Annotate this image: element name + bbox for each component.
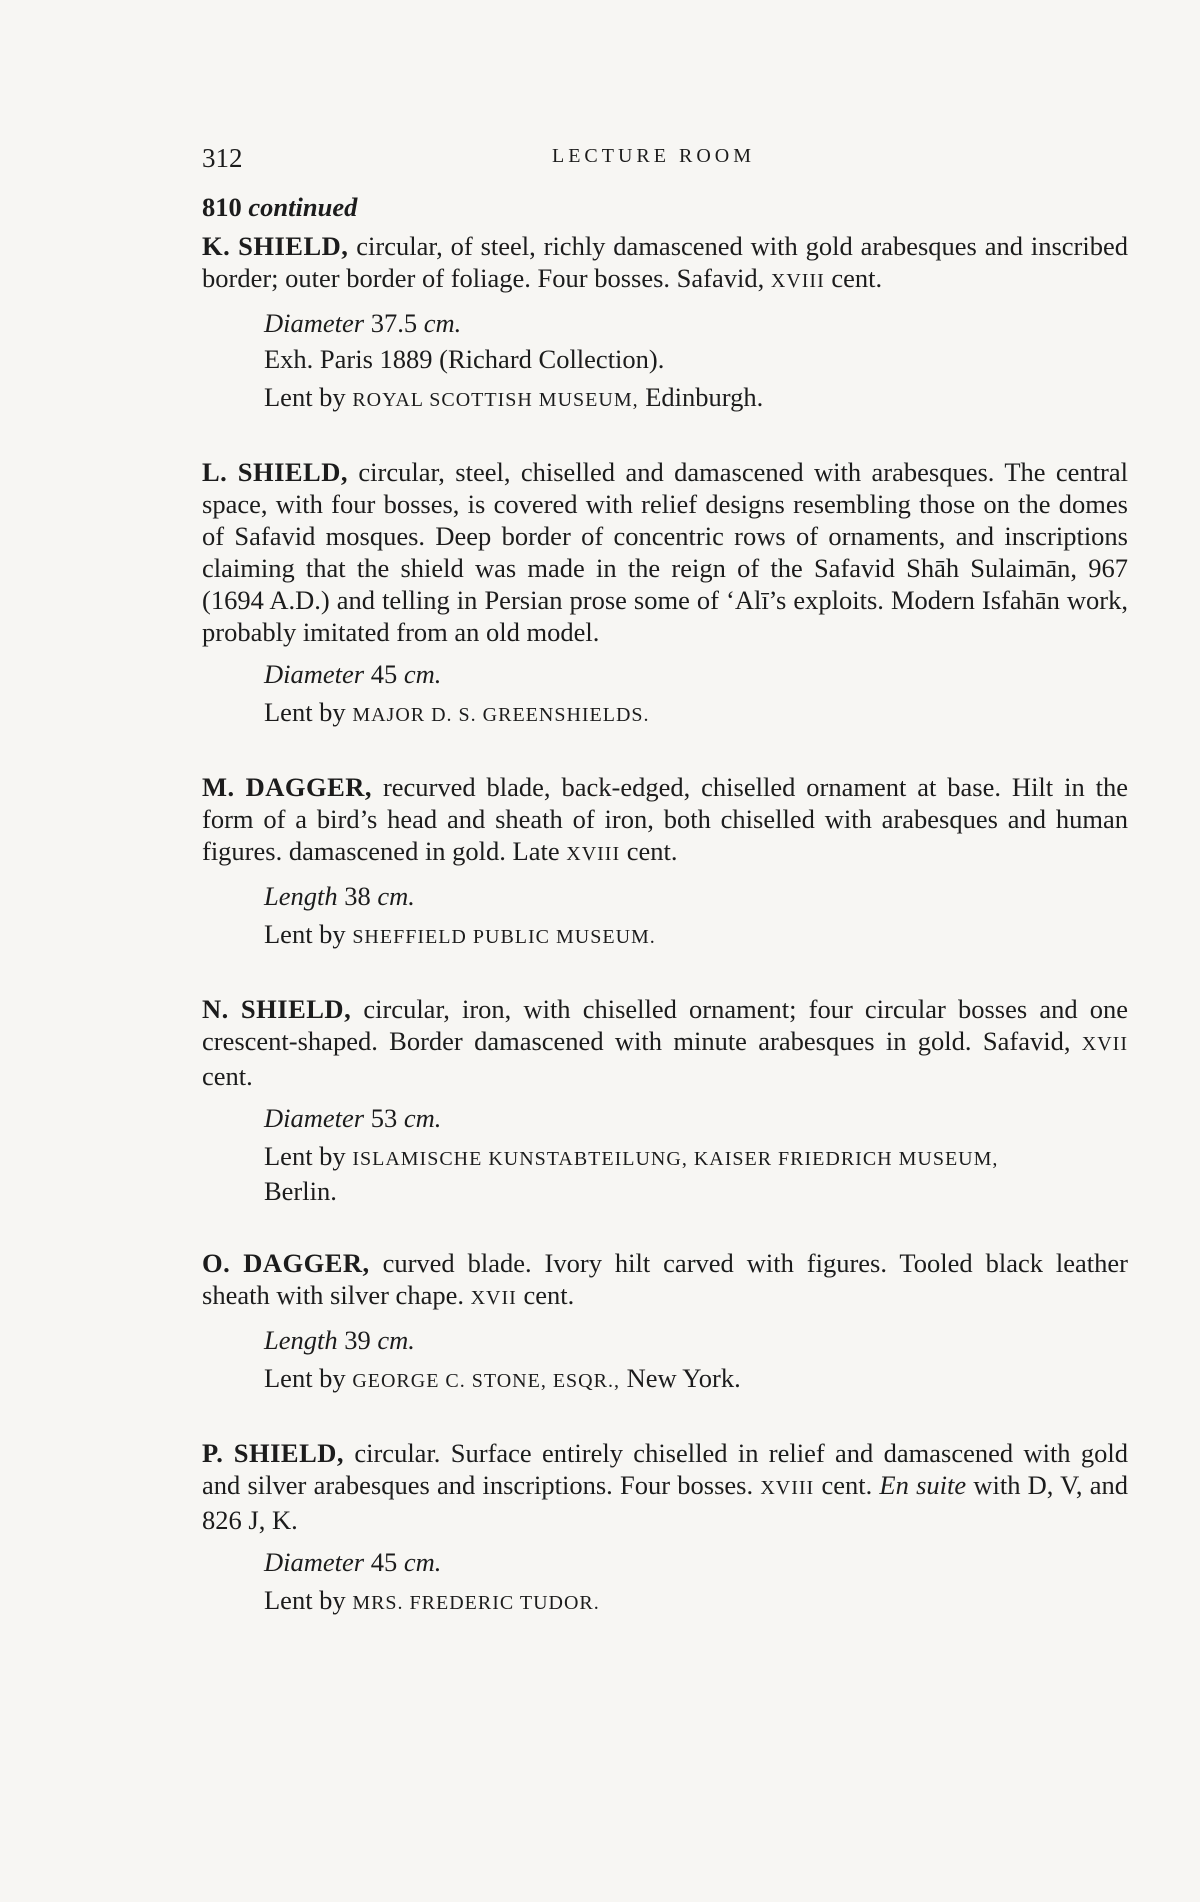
- entry-lender: [264, 918, 1128, 953]
- lent-prefix: Lent by: [264, 697, 346, 727]
- page-number: 312: [202, 143, 243, 173]
- entry-lender: [264, 381, 1128, 416]
- entry-text: circular, iron, with chiselled ornament; four circular bosses and one crescent-shaped. Border damascened with minute arabesques in gold. Safavid,: [202, 994, 1129, 1056]
- entry-cent: cent.: [202, 1061, 253, 1091]
- entry-lender: [264, 1362, 1128, 1397]
- entry-title: SHIELD,: [237, 457, 348, 487]
- dimension-label: Diameter: [264, 659, 365, 689]
- entry-dimension: [264, 1102, 1128, 1134]
- entry-p: [202, 1437, 1128, 1619]
- entry-text: circular, of steel, richly damascened with gold arabesques and inscribed border; outer border of foliage. Four bosses. Safavid,: [202, 231, 1129, 293]
- lent-prefix: Lent by: [264, 1585, 346, 1615]
- entry-k: [202, 230, 1128, 416]
- dimension-label: Diameter: [264, 1103, 365, 1133]
- lender-name: ISLAMISCHE KUNSTABTEILUNG, KAISER FRIEDRICH MUSEUM,: [352, 1148, 999, 1170]
- entry-century: XVIII: [760, 1477, 815, 1499]
- entry-letter: M.: [202, 772, 235, 802]
- entry-lender: [264, 696, 1128, 731]
- entry-letter: O.: [202, 1248, 231, 1278]
- dimension-value: 39: [344, 1325, 371, 1355]
- entry-title: DAGGER,: [245, 772, 373, 802]
- entry-number: 810: [202, 192, 242, 222]
- entry-century: XVIII: [770, 270, 825, 292]
- dimension-value: 45: [370, 1547, 398, 1577]
- lender-name: GEORGE C. STONE, ESQR.,: [352, 1370, 620, 1392]
- entry-description: [202, 1247, 1128, 1314]
- dimension-label: Length: [264, 1325, 338, 1355]
- running-head: LECTURE ROOM: [552, 145, 755, 167]
- entry-dimension: [264, 658, 1128, 690]
- dimension-unit: cm.: [403, 1103, 442, 1133]
- entry-text: circular. Surface entirely chiselled in relief and damascened with gold and silver arabesques and inscriptions. Four bosses.: [202, 1438, 1129, 1500]
- entry-title: DAGGER,: [243, 1248, 370, 1278]
- lender-name: MAJOR D. S. GREENSHIELDS.: [352, 704, 650, 726]
- entry-lender: [264, 1140, 1128, 1207]
- dimension-label: Diameter: [264, 308, 365, 338]
- dimension-value: 53: [370, 1103, 398, 1133]
- lent-prefix: Lent by: [264, 919, 346, 949]
- entry-dimension: [264, 307, 1128, 339]
- entry-description: [202, 456, 1128, 648]
- dimension-unit: cm.: [377, 1325, 415, 1355]
- dimension-unit: cm.: [423, 308, 462, 338]
- lent-prefix: Lent by: [264, 1141, 346, 1171]
- lender-place: Berlin.: [264, 1176, 337, 1206]
- entry-lender: [264, 1584, 1128, 1619]
- en-suite-text: with D, V, and 826 J, K.: [202, 1470, 1128, 1535]
- lender-name: MRS. FREDERIC TUDOR.: [352, 1592, 600, 1614]
- lent-prefix: Lent by: [264, 1363, 346, 1393]
- lender-name: SHEFFIELD PUBLIC MUSEUM.: [352, 926, 656, 948]
- continued-heading: [202, 191, 1128, 223]
- entry-letter: K.: [202, 231, 231, 261]
- entry-letter: N.: [202, 994, 229, 1024]
- entry-l: [202, 456, 1128, 731]
- page-header: [202, 143, 1120, 177]
- entry-letter: L.: [202, 457, 228, 487]
- dimension-value: 37.5: [370, 308, 418, 338]
- entry-description: [202, 230, 1128, 297]
- dimension-label: Length: [264, 881, 338, 911]
- lender-name: ROYAL SCOTTISH MUSEUM,: [352, 389, 639, 411]
- dimension-unit: cm.: [403, 1547, 442, 1577]
- dimension-label: Diameter: [264, 1547, 365, 1577]
- entry-dimension: [264, 1546, 1128, 1578]
- entry-title: SHIELD,: [233, 1438, 345, 1468]
- entry-description: [202, 993, 1128, 1092]
- entry-dimension: [264, 1324, 1128, 1356]
- lender-place: New York.: [626, 1363, 741, 1393]
- dimension-unit: cm.: [403, 659, 442, 689]
- entry-text: circular, steel, chiselled and damascened with arabesques. The central space, with four bosses, is covered with relief designs resembling those on the domes of Safavid mosques. Deep border of concentric rows of ornaments, and inscriptions claiming that the shield was made in the reign of the Safavid Shāh Sulaimān, 967 (1694 A.D.) and telling in Persian prose some of ‘Alī’s exploits. Modern Isfahān work, probably imitated from an old model.: [202, 457, 1129, 647]
- entry-n: [202, 993, 1128, 1207]
- entry-cent: cent.: [831, 263, 883, 293]
- entry-cent: cent.: [523, 1280, 575, 1310]
- entry-text: curved blade. Ivory hilt carved with figures. Tooled black leather sheath with silver chape.: [202, 1248, 1128, 1310]
- entry-text: recurved blade, back-edged, chiselled ornament at base. Hilt in the form of a bird’s head and sheath of iron, both chiselled with arabesques and human figures. damascened in gold. Late: [202, 772, 1128, 866]
- entry-title: SHIELD,: [238, 231, 349, 261]
- entry-century: XVII: [1081, 1033, 1129, 1055]
- en-suite-label: En suite: [879, 1470, 967, 1500]
- entry-century: XVIII: [566, 843, 621, 865]
- entry-m: [202, 771, 1128, 953]
- dimension-unit: cm.: [377, 881, 415, 911]
- lent-prefix: Lent by: [264, 382, 346, 412]
- entry-letter: P.: [202, 1438, 224, 1468]
- lender-place: Edinburgh.: [645, 382, 764, 412]
- entry-cent: cent.: [821, 1470, 873, 1500]
- entry-description: [202, 771, 1128, 870]
- entry-exhibition: Exh. Paris 1889 (Richard Collection).: [264, 344, 665, 374]
- entry-cent: cent.: [626, 836, 678, 866]
- entry-description: [202, 1437, 1128, 1536]
- dimension-value: 45: [370, 659, 398, 689]
- entry-o: [202, 1247, 1128, 1397]
- dimension-value: 38: [344, 881, 371, 911]
- entry-dimension: [264, 880, 1128, 912]
- continued-label: continued: [248, 192, 358, 222]
- entry-title: SHIELD,: [240, 994, 352, 1024]
- catalogue-content: [202, 191, 1128, 1659]
- entry-century: XVII: [470, 1287, 517, 1309]
